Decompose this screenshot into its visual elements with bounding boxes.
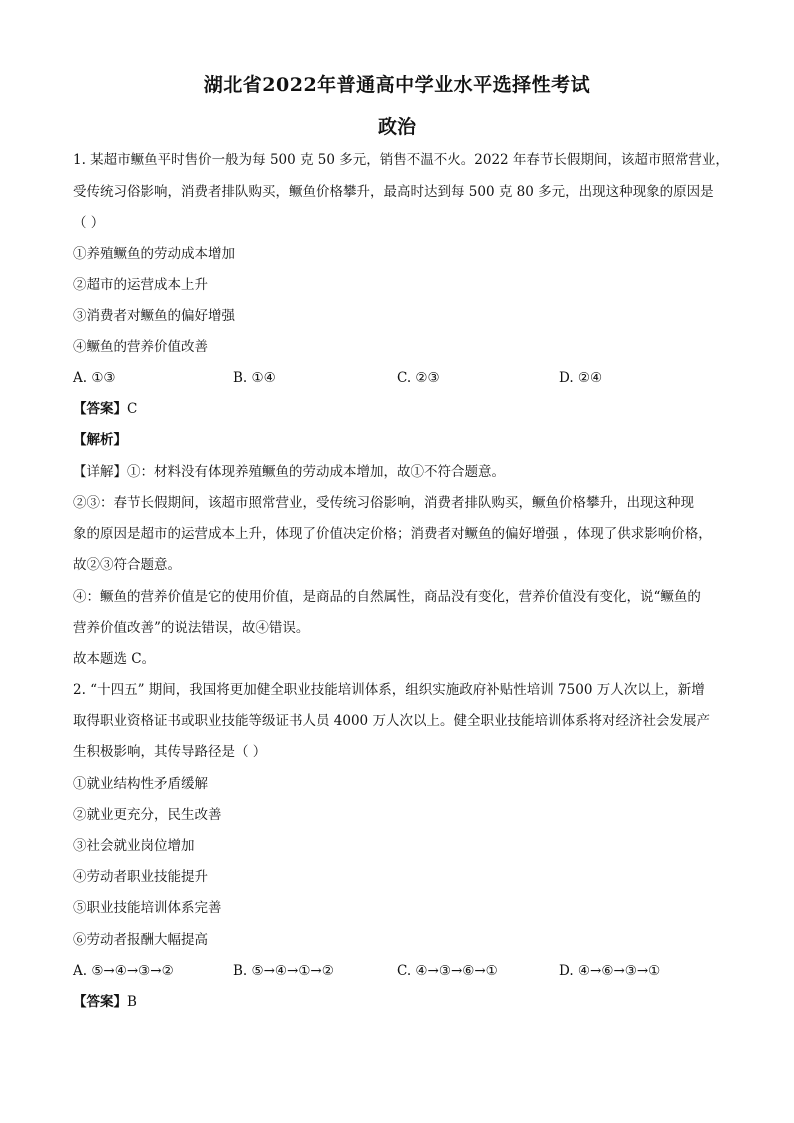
q1-item: ③消费者对鳜鱼的偏好增强 xyxy=(73,308,235,324)
q1-detail-line: 营养价值改善”的说法错误，故④错误。 xyxy=(73,620,310,636)
q1-analysis-label: 【解析】 xyxy=(73,432,127,448)
q1-option-b: B. ①④ xyxy=(233,370,276,386)
q1-stem-line: （ ） xyxy=(73,215,105,231)
q2-option-c: C. ④→③→⑥→① xyxy=(397,963,498,979)
answer-label: 【答案】 xyxy=(73,401,127,417)
q1-stem-line: 受传统习俗影响，消费者排队购买，鳜鱼价格攀升，最高时达到每 500 克 80 多元，出现这种现象的原因是 xyxy=(73,184,714,200)
q1-option-c: C. ②③ xyxy=(397,370,440,386)
exam-title: 湖北省2022年普通高中学业水平选择性考试 xyxy=(203,74,591,96)
q1-detail-line: 【详解】①：材料没有体现养殖鳜鱼的劳动成本增加，故①不符合题意。 xyxy=(73,464,505,480)
q1-detail-line: 象的原因是超市的运营成本上升，体现了价值决定价格；消费者对鳜鱼的偏好增强 ，体现了供求影响价格， xyxy=(73,526,712,542)
q1-detail-line: 故②③符合题意。 xyxy=(73,557,181,573)
q1-item: ①养殖鳜鱼的劳动成本增加 xyxy=(73,246,235,262)
q1-detail-line: ②③：春节长假期间，该超市照常营业，受传统习俗影响，消费者排队购买，鳜鱼价格攀升，出现这种现 xyxy=(73,495,694,511)
q1-options xyxy=(73,368,733,388)
answer-value: B xyxy=(127,994,137,1010)
q1-item: ②超市的运营成本上升 xyxy=(73,277,208,293)
q1-item: ④鳜鱼的营养价值改善 xyxy=(73,339,208,355)
answer-label: 【答案】 xyxy=(73,994,127,1010)
q2-item: ②就业更充分，民生改善 xyxy=(73,807,222,823)
q2-item: ①就业结构性矛盾缓解 xyxy=(73,776,208,792)
q1-option-a: A. ①③ xyxy=(73,370,116,386)
q1-detail-line: ④：鳜鱼的营养价值是它的使用价值，是商品的自然属性，商品没有变化，营养价值没有变化，说“鳜鱼的 xyxy=(73,589,701,605)
q2-answer xyxy=(73,992,733,1012)
q2-option-d: D. ④→⑥→③→① xyxy=(559,963,661,979)
q2-options xyxy=(73,961,733,981)
q2-item: ⑥劳动者报酬大幅提高 xyxy=(73,932,208,948)
subject-title: 政治 xyxy=(377,116,416,138)
q1-answer xyxy=(73,399,733,419)
q2-option-a: A. ⑤→④→③→② xyxy=(73,963,174,979)
q2-stem-line: 2. “十四五” 期间，我国将更加健全职业技能培训体系，组织实施政府补贴性培训 7500 万人次以上，新增 xyxy=(73,682,705,698)
q2-stem-line: 生积极影响，其传导路径是（ ） xyxy=(73,744,267,760)
q1-conclusion: 故本题选 C。 xyxy=(73,651,156,667)
q1-option-d: D. ②④ xyxy=(559,370,603,386)
q2-item: ④劳动者职业技能提升 xyxy=(73,869,208,885)
q2-item: ⑤职业技能培训体系完善 xyxy=(73,900,222,916)
q2-item: ③社会就业岗位增加 xyxy=(73,838,195,854)
answer-value: C xyxy=(127,401,138,417)
q1-stem-line: 1. 某超市鳜鱼平时售价一般为每 500 克 50 多元，销售不温不火。2022 年春节长假期间，该超市照常营业， xyxy=(73,152,729,168)
q2-stem-line: 取得职业资格证书或职业技能等级证书人员 4000 万人次以上。健全职业技能培训体系将对经济社会发展产 xyxy=(73,713,710,729)
q2-option-b: B. ⑤→④→①→② xyxy=(233,963,334,979)
